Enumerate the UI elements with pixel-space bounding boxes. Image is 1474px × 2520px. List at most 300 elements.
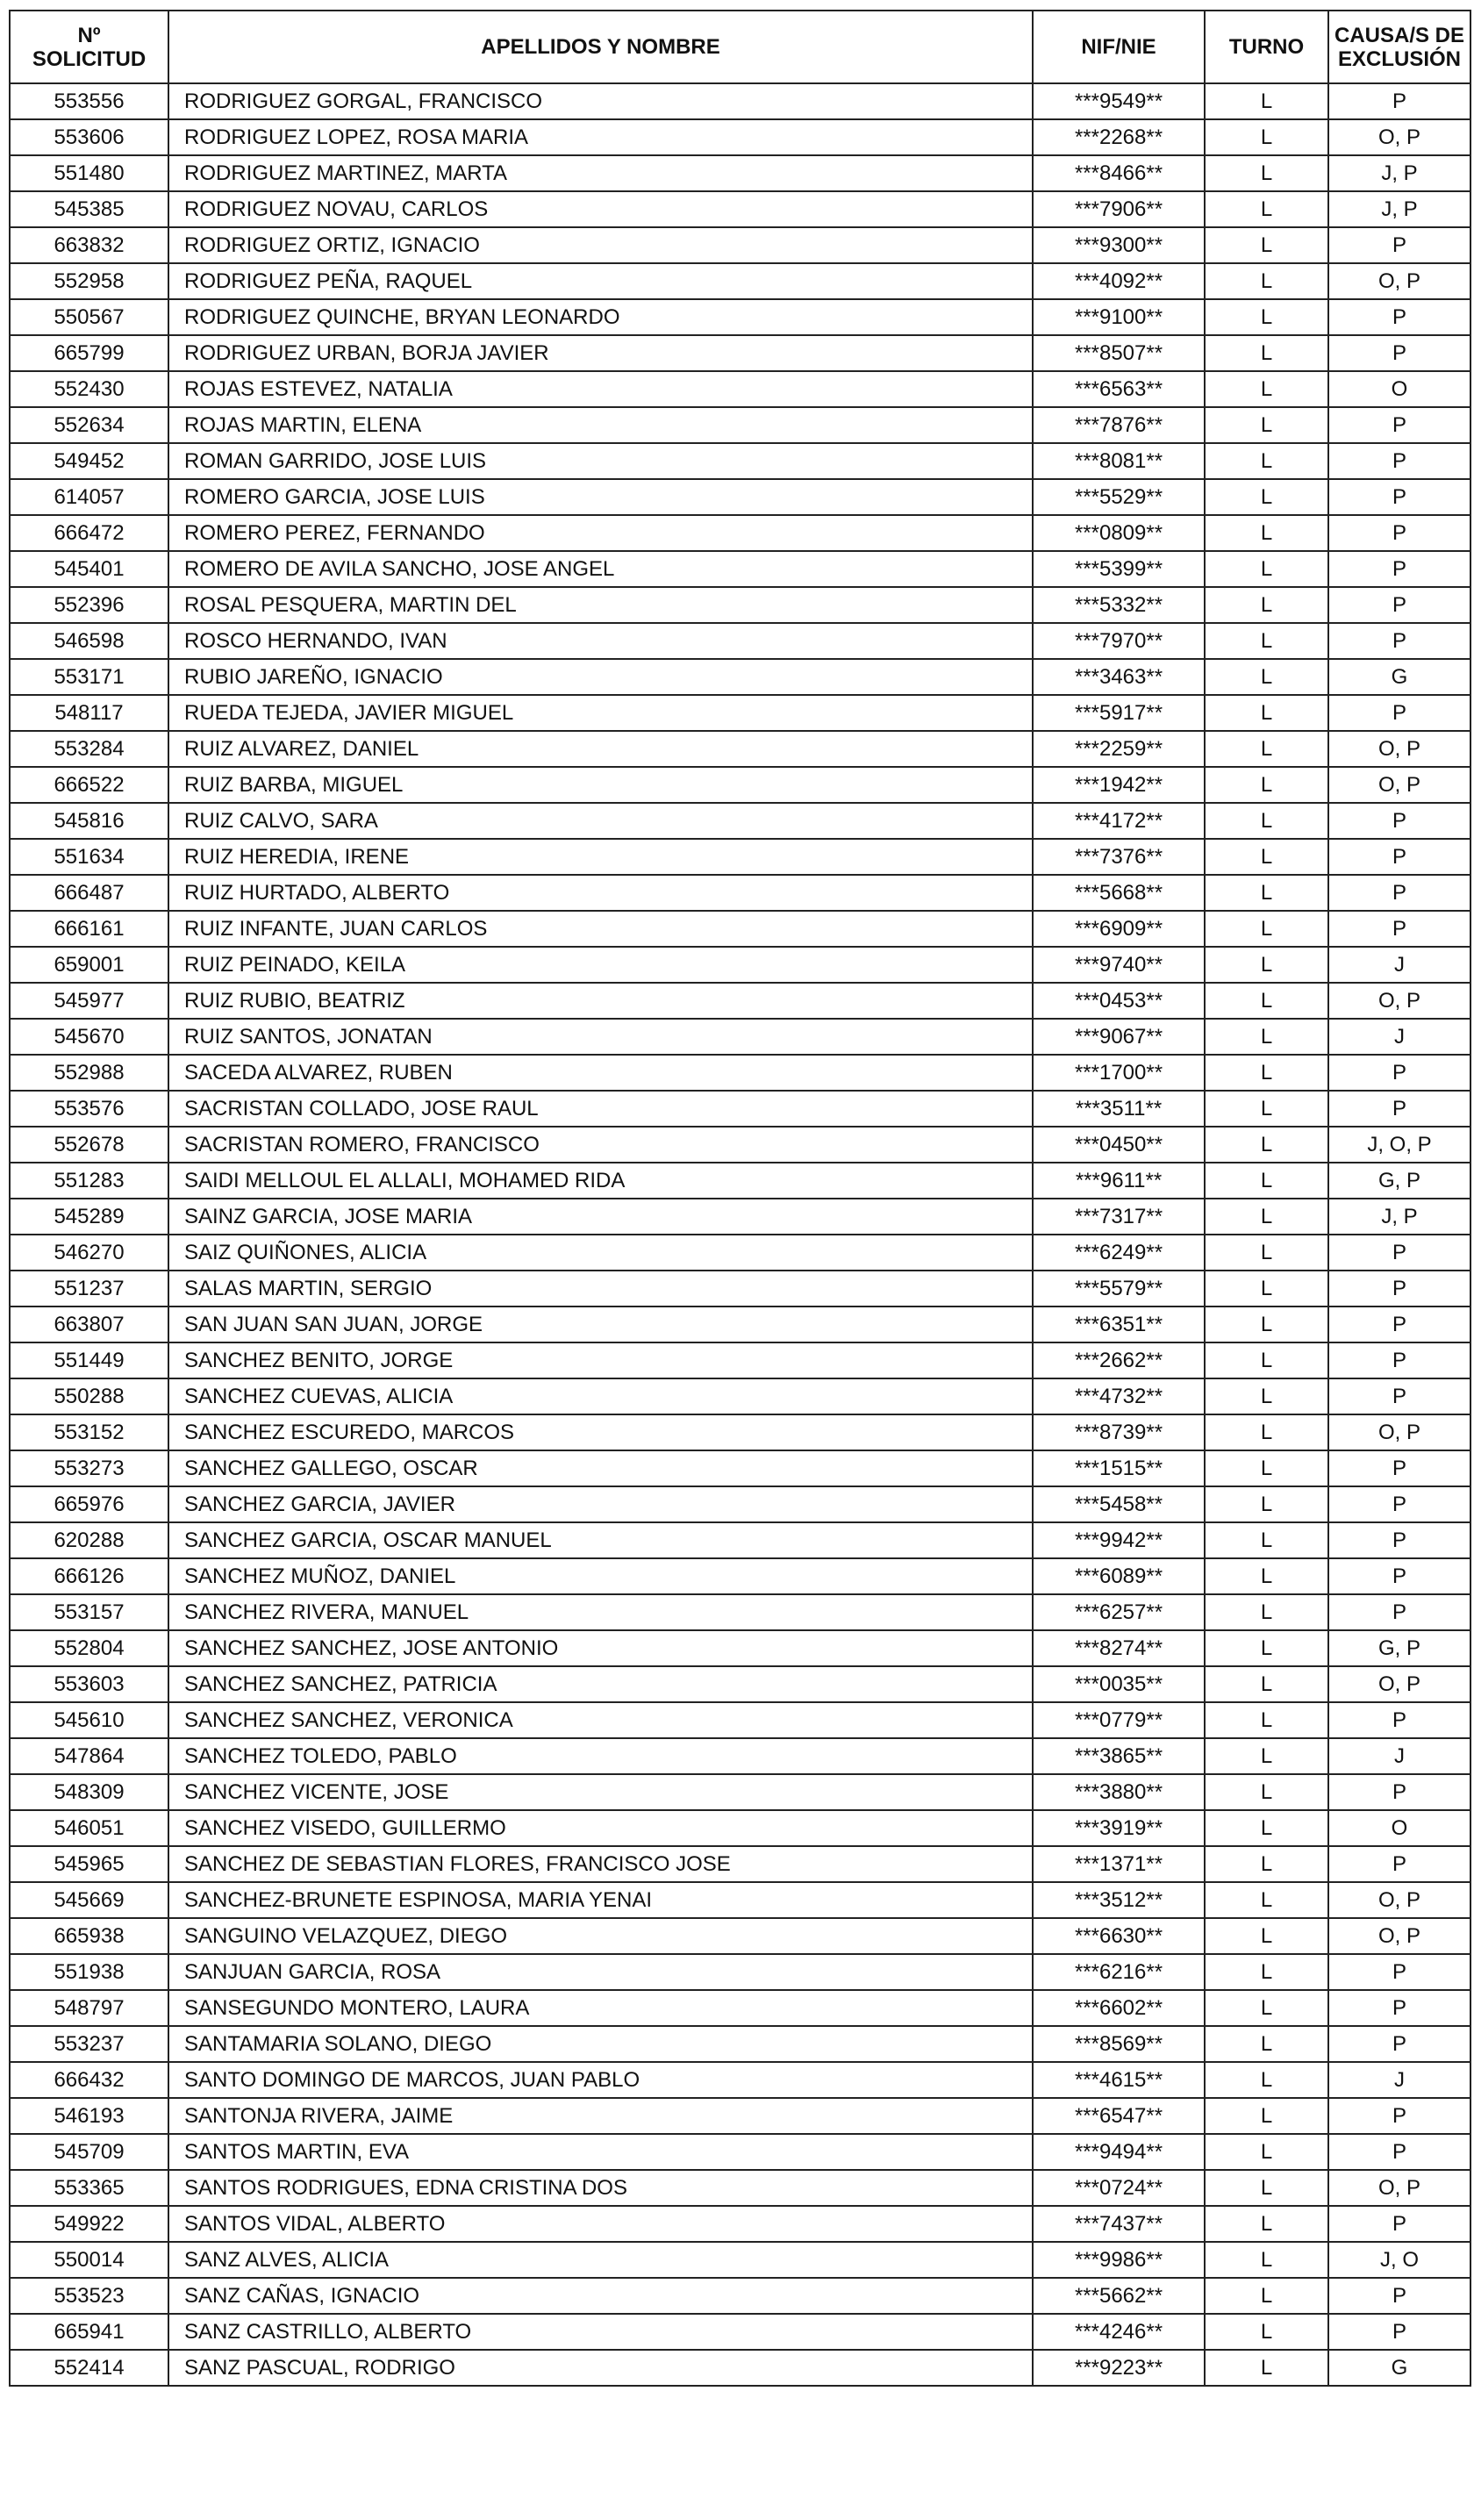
solicitud-number: 552396 (10, 587, 168, 623)
applicant-name: SANGUINO VELAZQUEZ, DIEGO (168, 1918, 1033, 1954)
applicant-name: SANCHEZ MUÑOZ, DANIEL (168, 1558, 1033, 1594)
solicitud-number: 545289 (10, 1199, 168, 1235)
solicitud-number: 545670 (10, 1019, 168, 1055)
applicant-name: ROMAN GARRIDO, JOSE LUIS (168, 443, 1033, 479)
applicant-name: SAIZ QUIÑONES, ALICIA (168, 1235, 1033, 1271)
exclusion-cause: P (1328, 2134, 1470, 2170)
table-row (10, 1342, 1470, 1378)
table-row (10, 839, 1470, 875)
solicitud-number: 553237 (10, 2026, 168, 2062)
table-row (10, 407, 1470, 443)
table-row (10, 443, 1470, 479)
table-row (10, 2026, 1470, 2062)
exclusion-cause: G, P (1328, 1630, 1470, 1666)
nif-nie: ***9223** (1033, 2350, 1205, 2386)
solicitud-number: 552634 (10, 407, 168, 443)
exclusion-cause: P (1328, 839, 1470, 875)
applicant-name: RUIZ BARBA, MIGUEL (168, 767, 1033, 803)
applicant-name: RUIZ INFANTE, JUAN CARLOS (168, 911, 1033, 947)
exclusion-cause: P (1328, 1594, 1470, 1630)
turno: L (1205, 2170, 1328, 2206)
header-causa (1328, 11, 1470, 83)
exclusion-cause: O, P (1328, 1918, 1470, 1954)
table-row (10, 623, 1470, 659)
solicitud-number: 665941 (10, 2314, 168, 2350)
solicitud-number: 545965 (10, 1846, 168, 1882)
exclusion-cause: P (1328, 299, 1470, 335)
nif-nie: ***4732** (1033, 1378, 1205, 1414)
solicitud-number: 553152 (10, 1414, 168, 1450)
table-row (10, 479, 1470, 515)
table-row (10, 2206, 1470, 2242)
exclusion-cause: J, O (1328, 2242, 1470, 2278)
table-row (10, 1019, 1470, 1055)
turno: L (1205, 911, 1328, 947)
turno: L (1205, 1091, 1328, 1127)
table-row (10, 1558, 1470, 1594)
solicitud-number: 547864 (10, 1738, 168, 1774)
solicitud-number: 548309 (10, 1774, 168, 1810)
solicitud-number: 551938 (10, 1954, 168, 1990)
exclusion-cause: J (1328, 1738, 1470, 1774)
exclusion-cause: P (1328, 1990, 1470, 2026)
turno: L (1205, 2098, 1328, 2134)
turno: L (1205, 155, 1328, 191)
nif-nie: ***6257** (1033, 1594, 1205, 1630)
table-row (10, 2278, 1470, 2314)
exclusion-cause: P (1328, 1486, 1470, 1522)
table-row (10, 1666, 1470, 1702)
solicitud-number: 614057 (10, 479, 168, 515)
table-row (10, 983, 1470, 1019)
turno: L (1205, 839, 1328, 875)
table-row (10, 2170, 1470, 2206)
applicant-name: SANCHEZ GARCIA, OSCAR MANUEL (168, 1522, 1033, 1558)
exclusion-cause: P (1328, 83, 1470, 119)
turno: L (1205, 875, 1328, 911)
table-row (10, 1127, 1470, 1163)
table-row (10, 2134, 1470, 2170)
turno: L (1205, 227, 1328, 263)
nif-nie: ***0724** (1033, 2170, 1205, 2206)
applicant-name: SANCHEZ ESCUREDO, MARCOS (168, 1414, 1033, 1450)
turno: L (1205, 2242, 1328, 2278)
turno: L (1205, 1199, 1328, 1235)
exclusion-cause: P (1328, 1235, 1470, 1271)
exclusion-cause: J (1328, 2062, 1470, 2098)
table-row (10, 1055, 1470, 1091)
solicitud-number: 553606 (10, 119, 168, 155)
exclusion-cause: P (1328, 1450, 1470, 1486)
nif-nie: ***0809** (1033, 515, 1205, 551)
turno: L (1205, 1738, 1328, 1774)
nif-nie: ***8739** (1033, 1414, 1205, 1450)
nif-nie: ***2259** (1033, 731, 1205, 767)
solicitud-number: 545401 (10, 551, 168, 587)
solicitud-number: 550567 (10, 299, 168, 335)
turno: L (1205, 515, 1328, 551)
solicitud-number: 553273 (10, 1450, 168, 1486)
exclusion-cause: P (1328, 875, 1470, 911)
nif-nie: ***7376** (1033, 839, 1205, 875)
nif-nie: ***0035** (1033, 1666, 1205, 1702)
exclusion-cause: G (1328, 2350, 1470, 2386)
exclusion-cause: P (1328, 443, 1470, 479)
applicant-name: SANCHEZ-BRUNETE ESPINOSA, MARIA YENAI (168, 1882, 1033, 1918)
exclusion-cause: P (1328, 803, 1470, 839)
applicant-name: SANCHEZ VISEDO, GUILLERMO (168, 1810, 1033, 1846)
exclusion-cause: P (1328, 1342, 1470, 1378)
table-row (10, 299, 1470, 335)
exclusion-cause: O, P (1328, 731, 1470, 767)
nif-nie: ***6909** (1033, 911, 1205, 947)
exclusion-cause: O, P (1328, 119, 1470, 155)
turno: L (1205, 1522, 1328, 1558)
solicitud-number: 553523 (10, 2278, 168, 2314)
exclusion-table (9, 10, 1471, 2387)
applicant-name: SANTONJA RIVERA, JAIME (168, 2098, 1033, 2134)
header-turno: TURNO (1205, 11, 1328, 83)
table-row (10, 767, 1470, 803)
applicant-name: RUIZ PEINADO, KEILA (168, 947, 1033, 983)
nif-nie: ***3463** (1033, 659, 1205, 695)
solicitud-number: 551283 (10, 1163, 168, 1199)
solicitud-number: 551449 (10, 1342, 168, 1378)
table-row (10, 803, 1470, 839)
header-solicitud-line2: SOLICITUD (32, 47, 147, 71)
table-row (10, 659, 1470, 695)
exclusion-cause: J, P (1328, 155, 1470, 191)
applicant-name: SANCHEZ SANCHEZ, JOSE ANTONIO (168, 1630, 1033, 1666)
exclusion-cause: P (1328, 407, 1470, 443)
turno: L (1205, 983, 1328, 1019)
turno: L (1205, 335, 1328, 371)
nif-nie: ***2662** (1033, 1342, 1205, 1378)
solicitud-number: 546270 (10, 1235, 168, 1271)
exclusion-cause: J, P (1328, 191, 1470, 227)
applicant-name: RUBIO JAREÑO, IGNACIO (168, 659, 1033, 695)
applicant-name: SAINZ GARCIA, JOSE MARIA (168, 1199, 1033, 1235)
turno: L (1205, 263, 1328, 299)
exclusion-cause: J (1328, 947, 1470, 983)
nif-nie: ***1515** (1033, 1450, 1205, 1486)
table-row (10, 2350, 1470, 2386)
table-row (10, 2314, 1470, 2350)
table-row (10, 695, 1470, 731)
exclusion-cause: J (1328, 1019, 1470, 1055)
applicant-name: ROMERO PEREZ, FERNANDO (168, 515, 1033, 551)
nif-nie: ***4092** (1033, 263, 1205, 299)
exclusion-cause: P (1328, 551, 1470, 587)
nif-nie: ***6249** (1033, 1235, 1205, 1271)
applicant-name: SANTOS RODRIGUES, EDNA CRISTINA DOS (168, 2170, 1033, 2206)
nif-nie: ***7906** (1033, 191, 1205, 227)
table-row (10, 587, 1470, 623)
turno: L (1205, 1450, 1328, 1486)
solicitud-number: 659001 (10, 947, 168, 983)
turno: L (1205, 1918, 1328, 1954)
turno: L (1205, 407, 1328, 443)
turno: L (1205, 1630, 1328, 1666)
turno: L (1205, 1307, 1328, 1342)
table-row (10, 1486, 1470, 1522)
turno: L (1205, 2314, 1328, 2350)
nif-nie: ***3865** (1033, 1738, 1205, 1774)
table-row (10, 551, 1470, 587)
turno: L (1205, 1990, 1328, 2026)
exclusion-cause: G, P (1328, 1163, 1470, 1199)
applicant-name: ROMERO DE AVILA SANCHO, JOSE ANGEL (168, 551, 1033, 587)
applicant-name: RUEDA TEJEDA, JAVIER MIGUEL (168, 695, 1033, 731)
nif-nie: ***8569** (1033, 2026, 1205, 2062)
table-row (10, 1307, 1470, 1342)
exclusion-cause: P (1328, 695, 1470, 731)
table-row (10, 1630, 1470, 1666)
turno: L (1205, 1055, 1328, 1091)
turno: L (1205, 2026, 1328, 2062)
applicant-name: RODRIGUEZ MARTINEZ, MARTA (168, 155, 1033, 191)
solicitud-number: 666472 (10, 515, 168, 551)
solicitud-number: 545669 (10, 1882, 168, 1918)
exclusion-cause: P (1328, 1522, 1470, 1558)
applicant-name: SANCHEZ BENITO, JORGE (168, 1342, 1033, 1378)
table-row (10, 1882, 1470, 1918)
applicant-name: RUIZ CALVO, SARA (168, 803, 1033, 839)
turno: L (1205, 1846, 1328, 1882)
turno: L (1205, 1486, 1328, 1522)
applicant-name: SANZ CAÑAS, IGNACIO (168, 2278, 1033, 2314)
nif-nie: ***7970** (1033, 623, 1205, 659)
applicant-name: SAN JUAN SAN JUAN, JORGE (168, 1307, 1033, 1342)
turno: L (1205, 479, 1328, 515)
solicitud-number: 666522 (10, 767, 168, 803)
turno: L (1205, 1342, 1328, 1378)
table-body (10, 83, 1470, 2386)
nif-nie: ***9300** (1033, 227, 1205, 263)
exclusion-cause: O, P (1328, 263, 1470, 299)
nif-nie: ***5529** (1033, 479, 1205, 515)
table-row (10, 155, 1470, 191)
nif-nie: ***9611** (1033, 1163, 1205, 1199)
turno: L (1205, 947, 1328, 983)
applicant-name: SANCHEZ TOLEDO, PABLO (168, 1738, 1033, 1774)
exclusion-cause: P (1328, 1055, 1470, 1091)
turno: L (1205, 191, 1328, 227)
solicitud-number: 553365 (10, 2170, 168, 2206)
nif-nie: ***1942** (1033, 767, 1205, 803)
applicant-name: SANTOS MARTIN, EVA (168, 2134, 1033, 2170)
nif-nie: ***6630** (1033, 1918, 1205, 1954)
header-solicitud-line1: Nº (77, 23, 101, 47)
applicant-name: ROMERO GARCIA, JOSE LUIS (168, 479, 1033, 515)
solicitud-number: 663832 (10, 227, 168, 263)
applicant-name: RODRIGUEZ LOPEZ, ROSA MARIA (168, 119, 1033, 155)
nif-nie: ***5458** (1033, 1486, 1205, 1522)
turno: L (1205, 587, 1328, 623)
applicant-name: RODRIGUEZ NOVAU, CARLOS (168, 191, 1033, 227)
applicant-name: RODRIGUEZ ORTIZ, IGNACIO (168, 227, 1033, 263)
table-row (10, 1990, 1470, 2026)
solicitud-number: 620288 (10, 1522, 168, 1558)
applicant-name: SANCHEZ GARCIA, JAVIER (168, 1486, 1033, 1522)
solicitud-number: 545816 (10, 803, 168, 839)
nif-nie: ***7876** (1033, 407, 1205, 443)
table-row (10, 1918, 1470, 1954)
applicant-name: SANCHEZ GALLEGO, OSCAR (168, 1450, 1033, 1486)
exclusion-cause: O, P (1328, 767, 1470, 803)
table-row (10, 119, 1470, 155)
solicitud-number: 553603 (10, 1666, 168, 1702)
applicant-name: SANZ CASTRILLO, ALBERTO (168, 2314, 1033, 2350)
exclusion-cause: P (1328, 1702, 1470, 1738)
nif-nie: ***9740** (1033, 947, 1205, 983)
turno: L (1205, 1271, 1328, 1307)
applicant-name: SANCHEZ DE SEBASTIAN FLORES, FRANCISCO JOSE (168, 1846, 1033, 1882)
exclusion-cause: P (1328, 623, 1470, 659)
table-row (10, 947, 1470, 983)
nif-nie: ***6351** (1033, 1307, 1205, 1342)
solicitud-number: 545385 (10, 191, 168, 227)
solicitud-number: 545977 (10, 983, 168, 1019)
solicitud-number: 546193 (10, 2098, 168, 2134)
applicant-name: SANCHEZ SANCHEZ, PATRICIA (168, 1666, 1033, 1702)
applicant-name: RUIZ HEREDIA, IRENE (168, 839, 1033, 875)
solicitud-number: 552804 (10, 1630, 168, 1666)
header-nombre: APELLIDOS Y NOMBRE (168, 11, 1033, 83)
exclusion-cause: P (1328, 2026, 1470, 2062)
table-row (10, 191, 1470, 227)
table-row (10, 1271, 1470, 1307)
solicitud-number: 549452 (10, 443, 168, 479)
exclusion-cause: G (1328, 659, 1470, 695)
nif-nie: ***1371** (1033, 1846, 1205, 1882)
nif-nie: ***3511** (1033, 1091, 1205, 1127)
turno: L (1205, 83, 1328, 119)
applicant-name: SANTOS VIDAL, ALBERTO (168, 2206, 1033, 2242)
applicant-name: RODRIGUEZ QUINCHE, BRYAN LEONARDO (168, 299, 1033, 335)
applicant-name: SALAS MARTIN, SERGIO (168, 1271, 1033, 1307)
table-row (10, 911, 1470, 947)
solicitud-number: 546598 (10, 623, 168, 659)
table-row (10, 2098, 1470, 2134)
turno: L (1205, 119, 1328, 155)
table-row (10, 1846, 1470, 1882)
applicant-name: SANTO DOMINGO DE MARCOS, JUAN PABLO (168, 2062, 1033, 2098)
nif-nie: ***5399** (1033, 551, 1205, 587)
applicant-name: RODRIGUEZ PEÑA, RAQUEL (168, 263, 1033, 299)
header-solicitud (10, 11, 168, 83)
solicitud-number: 546051 (10, 1810, 168, 1846)
nif-nie: ***8466** (1033, 155, 1205, 191)
applicant-name: RUIZ SANTOS, JONATAN (168, 1019, 1033, 1055)
exclusion-cause: P (1328, 2098, 1470, 2134)
exclusion-cause: P (1328, 2206, 1470, 2242)
table-row (10, 83, 1470, 119)
table-row (10, 875, 1470, 911)
turno: L (1205, 551, 1328, 587)
nif-nie: ***6547** (1033, 2098, 1205, 2134)
table-row (10, 1199, 1470, 1235)
solicitud-number: 553556 (10, 83, 168, 119)
turno: L (1205, 2134, 1328, 2170)
solicitud-number: 553171 (10, 659, 168, 695)
nif-nie: ***9100** (1033, 299, 1205, 335)
turno: L (1205, 1019, 1328, 1055)
table-row (10, 1522, 1470, 1558)
exclusion-cause: O (1328, 1810, 1470, 1846)
applicant-name: SACEDA ALVAREZ, RUBEN (168, 1055, 1033, 1091)
exclusion-cause: P (1328, 587, 1470, 623)
nif-nie: ***0779** (1033, 1702, 1205, 1738)
turno: L (1205, 623, 1328, 659)
solicitud-number: 666161 (10, 911, 168, 947)
applicant-name: ROJAS ESTEVEZ, NATALIA (168, 371, 1033, 407)
exclusion-cause: P (1328, 1307, 1470, 1342)
solicitud-number: 552414 (10, 2350, 168, 2386)
nif-nie: ***9986** (1033, 2242, 1205, 2278)
solicitud-number: 549922 (10, 2206, 168, 2242)
solicitud-number: 552958 (10, 263, 168, 299)
nif-nie: ***4172** (1033, 803, 1205, 839)
nif-nie: ***3512** (1033, 1882, 1205, 1918)
nif-nie: ***7317** (1033, 1199, 1205, 1235)
exclusion-cause: P (1328, 1558, 1470, 1594)
exclusion-cause: J, P (1328, 1199, 1470, 1235)
turno: L (1205, 2350, 1328, 2386)
solicitud-number: 551237 (10, 1271, 168, 1307)
turno: L (1205, 299, 1328, 335)
applicant-name: SANCHEZ SANCHEZ, VERONICA (168, 1702, 1033, 1738)
table-row (10, 1594, 1470, 1630)
applicant-name: SANCHEZ RIVERA, MANUEL (168, 1594, 1033, 1630)
solicitud-number: 552430 (10, 371, 168, 407)
applicant-name: SANCHEZ CUEVAS, ALICIA (168, 1378, 1033, 1414)
nif-nie: ***0453** (1033, 983, 1205, 1019)
table-row (10, 1702, 1470, 1738)
table-row (10, 1378, 1470, 1414)
solicitud-number: 551634 (10, 839, 168, 875)
exclusion-cause: P (1328, 1774, 1470, 1810)
nif-nie: ***6216** (1033, 1954, 1205, 1990)
table-row (10, 227, 1470, 263)
table-row (10, 515, 1470, 551)
nif-nie: ***5917** (1033, 695, 1205, 731)
solicitud-number: 553157 (10, 1594, 168, 1630)
applicant-name: RUIZ ALVAREZ, DANIEL (168, 731, 1033, 767)
solicitud-number: 553284 (10, 731, 168, 767)
turno: L (1205, 1127, 1328, 1163)
applicant-name: RODRIGUEZ URBAN, BORJA JAVIER (168, 335, 1033, 371)
applicant-name: SANTAMARIA SOLANO, DIEGO (168, 2026, 1033, 2062)
solicitud-number: 665799 (10, 335, 168, 371)
turno: L (1205, 1774, 1328, 1810)
nif-nie: ***5579** (1033, 1271, 1205, 1307)
nif-nie: ***3880** (1033, 1774, 1205, 1810)
applicant-name: SANZ ALVES, ALICIA (168, 2242, 1033, 2278)
exclusion-cause: P (1328, 1091, 1470, 1127)
applicant-name: RUIZ HURTADO, ALBERTO (168, 875, 1033, 911)
turno: L (1205, 1594, 1328, 1630)
solicitud-number: 666432 (10, 2062, 168, 2098)
solicitud-number: 552678 (10, 1127, 168, 1163)
table-row (10, 1091, 1470, 1127)
nif-nie: ***9549** (1033, 83, 1205, 119)
applicant-name: ROSAL PESQUERA, MARTIN DEL (168, 587, 1033, 623)
table-row (10, 1774, 1470, 1810)
turno: L (1205, 1702, 1328, 1738)
nif-nie: ***5662** (1033, 2278, 1205, 2314)
turno: L (1205, 1882, 1328, 1918)
